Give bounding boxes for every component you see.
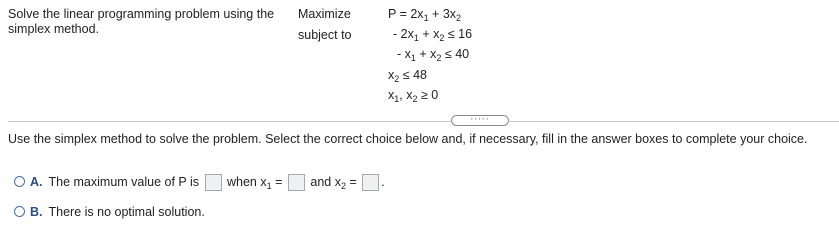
choice-a-letter: A. bbox=[30, 175, 43, 189]
constraint-1: - $2x_1 + x_2 \le 16$ bbox=[393, 27, 473, 43]
constraint-3: $x_2 \le 48$ bbox=[388, 68, 427, 84]
x1-answer-box[interactable] bbox=[288, 174, 305, 191]
section-divider bbox=[8, 121, 839, 122]
constraint-2: - $x_1 + x_2 \le 40$ bbox=[397, 47, 470, 63]
objective-function: $P = 2x_1 + 3x_2$ bbox=[388, 7, 462, 23]
choice-b-text: There is no optimal solution. bbox=[48, 205, 205, 219]
choice-b[interactable] bbox=[30, 203, 205, 221]
instruction-text: Use the simplex method to solve the problem. Select the correct choice below and, if necessary, fill in the answer boxes to complete your choice. bbox=[8, 132, 808, 146]
choice-b-radio[interactable] bbox=[14, 206, 25, 217]
maximize-label: Maximize bbox=[298, 7, 351, 21]
nonnegativity-constraint: $x_1$, $x_2 \ge 0$ bbox=[388, 88, 439, 104]
subject-to-label: subject to bbox=[298, 28, 352, 42]
choice-a-radio[interactable] bbox=[14, 176, 25, 187]
problem-prompt: Solve the linear programming problem using the simplex method. bbox=[8, 7, 275, 36]
expand-more-button[interactable]: ····· bbox=[451, 115, 509, 126]
choice-a[interactable]: A. The maximum value of P is when $x_1$ = and $x_2$ = . bbox=[30, 175, 385, 191]
p-max-answer-box[interactable] bbox=[205, 174, 222, 191]
choice-a-text: The maximum value of P is bbox=[48, 175, 200, 189]
choice-b-letter: B. bbox=[30, 205, 43, 219]
x2-answer-box[interactable] bbox=[362, 174, 379, 191]
